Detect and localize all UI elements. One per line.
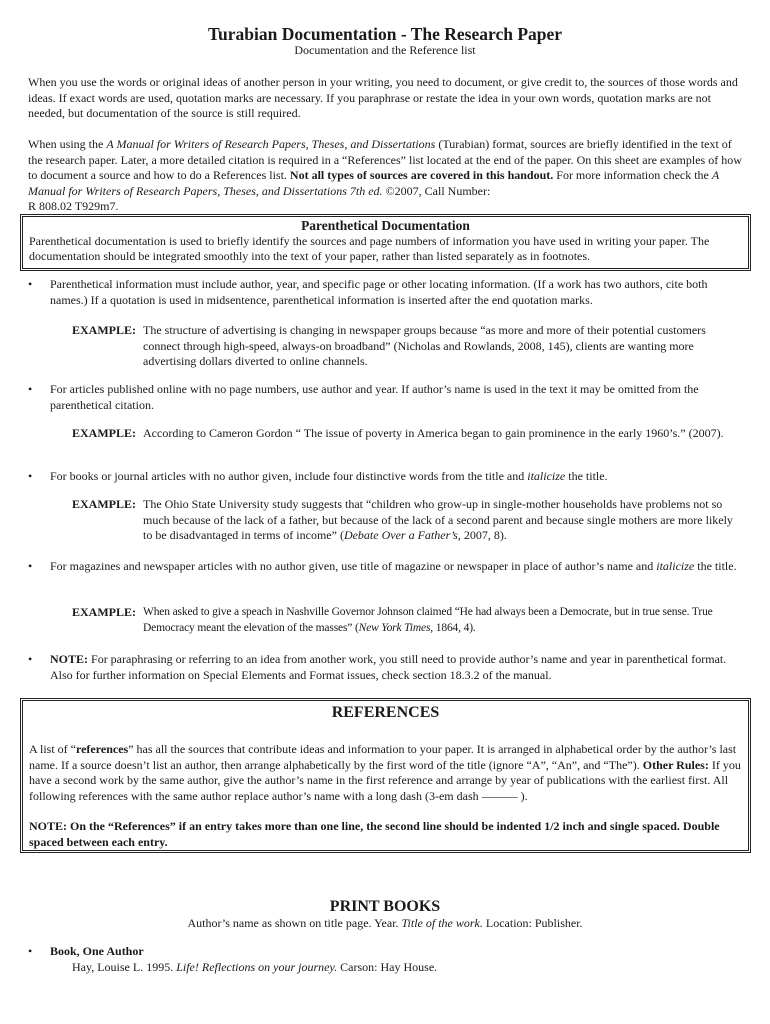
bullet-glyph: • — [28, 382, 33, 396]
book-one-author-citation — [72, 960, 437, 976]
references-note — [23, 819, 748, 850]
text-run: Carson: Hay House. — [337, 960, 438, 974]
references-heading: REFERENCES — [331, 704, 440, 721]
references-box — [20, 698, 751, 853]
text-run: For paraphrasing or referring to an idea from another work, you still need to provide author’s name and year in parenthetical format. Also for further information on Special Elements and Format issues, check section 18.3.2 of the manual. — [50, 652, 727, 682]
text-run: If you have a second work by the same author, give the author’s name in the first reference and arrange by year of publications with the earliest first. All following references with the same author replace author’s name with a long dash (3-em dash ——— ). — [29, 757, 741, 803]
bullet-text-1 — [50, 277, 744, 308]
text-run: A Manual for Writers of Research Papers, Theses, and Dissertations 7th ed. — [28, 168, 720, 198]
text-run: When you use the words or original ideas of another person in your writing, you need to document, or give credit to, the sources of those words and ideas. If exact words are used, quotation marks are necessary. If you paraphrase or restate the idea in your own words, quotation marks are not needed, but documentation of the source is still required. — [28, 75, 738, 120]
text-run: The Ohio State University study suggests that “children who grow-up in single-mother households have problems not so much because of the lack of a father, but because of the lack of a second parent and because single mothers are more likely to be disadvantaged in terms of income” ( — [143, 497, 733, 542]
text-run: Parenthetical information must include author, year, and specific page or other locating information. (If a work has two authors, cite both names.) If a quotation is used in midsentence, parenthetical information is inserted after the end quotation marks. — [50, 277, 708, 307]
bullet-text-3 — [50, 469, 744, 485]
example-text-1 — [143, 323, 743, 370]
bullet-text-5 — [50, 652, 744, 683]
text-run: italicize — [656, 559, 695, 573]
example-label: EXAMPLE: — [72, 323, 136, 337]
text-run: For more information check the — [553, 168, 712, 182]
example-label: EXAMPLE: — [72, 605, 136, 619]
text-run: italicize — [527, 469, 566, 483]
parenthetical-heading: Parenthetical Documentation — [301, 218, 470, 233]
example-label: EXAMPLE: — [72, 426, 136, 440]
text-run: A list of “ — [29, 742, 76, 756]
bullet-text-2 — [50, 382, 744, 413]
text-run: the title. — [694, 559, 737, 573]
intro-paragraph-1 — [28, 75, 744, 122]
example-label: EXAMPLE: — [72, 497, 136, 511]
text-run: NOTE: — [50, 652, 89, 666]
text-run: For magazines and newspaper articles with no author given, use title of magazine or newspaper in place of author’s name and — [50, 559, 657, 573]
page-title: Turabian Documentation - The Research Paper — [207, 24, 563, 44]
text-run: According to Cameron Gordon “ The issue of poverty in America began to gain prominence in the early 1960’s.” (2007). — [143, 426, 724, 440]
print-books-format — [0, 916, 770, 932]
text-run: Location: Publisher. — [482, 916, 583, 930]
bullet-glyph: • — [28, 277, 33, 291]
example-text-4 — [143, 605, 743, 636]
text-run: Other Rules: — [642, 757, 709, 772]
text-run: When asked to give a speach in Nashville Governor Johnson claimed “He had always been a Democrate, but in true sense. True Democracy meant the elevation of the masses” ( — [143, 606, 713, 634]
bullet-text-4 — [50, 559, 744, 575]
print-books-heading: PRINT BOOKS — [329, 898, 441, 915]
references-body — [23, 742, 748, 804]
text-run: Hay, Louise L. 1995. — [72, 960, 177, 974]
text-run: the title. — [565, 469, 608, 483]
text-run: Title of the work. — [401, 916, 483, 930]
text-run: New York Times, — [358, 621, 434, 634]
example-text-2 — [143, 426, 743, 442]
text-run: references — [76, 742, 129, 756]
text-run: NOTE: On the “References” if an entry takes more than one line, the second line should be indented 1/2 inch and single spaced. Double spaced between each entry. — [29, 819, 720, 849]
text-run: (Turabian) format, sources are briefly identified in the text of the research paper. Later, a more detailed citation is required in a “References” list located at the end of the paper. On this sheet are examples of how to document a source and how to do a References list. — [28, 137, 742, 182]
text-run: ©2007, Call Number: — [382, 183, 491, 198]
text-run: For articles published online with no page numbers, use author and year. If author’s name is used in the text it may be omitted from the parenthetical citation. — [50, 382, 699, 412]
parenthetical-documentation-box — [20, 214, 751, 271]
text-run: The structure of advertising is changing in newspaper groups because “as more and more of their potential customers connect through high-speed, always-on broadband” (Nicholas and Rowlands, 2008, 145), clients are wanting more advertising dollars diverted to online channels. — [143, 323, 706, 368]
text-run: Life! Reflections on your journey. — [176, 960, 338, 974]
book-one-author-label: Book, One Author — [50, 944, 144, 958]
text-run: Not all types of sources are covered in this handout. — [289, 168, 554, 182]
bullet-glyph: • — [28, 559, 33, 573]
bullet-glyph: • — [28, 652, 33, 666]
bullet-glyph: • — [28, 469, 33, 483]
bullet-glyph: • — [28, 944, 33, 958]
text-run: 1864, 4). — [433, 621, 476, 634]
text-run: Debate Over a Father’s — [343, 528, 458, 542]
text-run: For books or journal articles with no author given, include four distinctive words from the title and — [50, 469, 528, 483]
text-run: ” has all the sources that contribute ideas and information to your paper. It is arranged in alphabetical order by the author’s last name. If a source doesn’t list an author, then arrange alphabetically by the first word of the title (ignore “A”, “An”, and “The”). — [29, 742, 737, 772]
example-text-3 — [143, 497, 743, 544]
text-run: When using the — [28, 137, 107, 151]
text-run: Author’s name as shown on title page. Year. — [187, 916, 402, 930]
parenthetical-body — [23, 234, 748, 265]
intro-paragraph-2 — [28, 137, 744, 199]
text-run: A Manual for Writers of Research Papers, Theses, and Dissertations — [106, 137, 436, 151]
text-run: Parenthetical documentation is used to briefly identify the sources and page numbers of information you have used in writing your paper. The documentation should be integrated smoothly into the text of your paper, rather than listed separately as in footnotes. — [29, 233, 710, 263]
page-subtitle: Documentation and the Reference list — [294, 43, 476, 57]
text-run: , 2007, 8). — [457, 528, 507, 542]
intro-call-number: R 808.02 T929m7. — [28, 199, 119, 213]
